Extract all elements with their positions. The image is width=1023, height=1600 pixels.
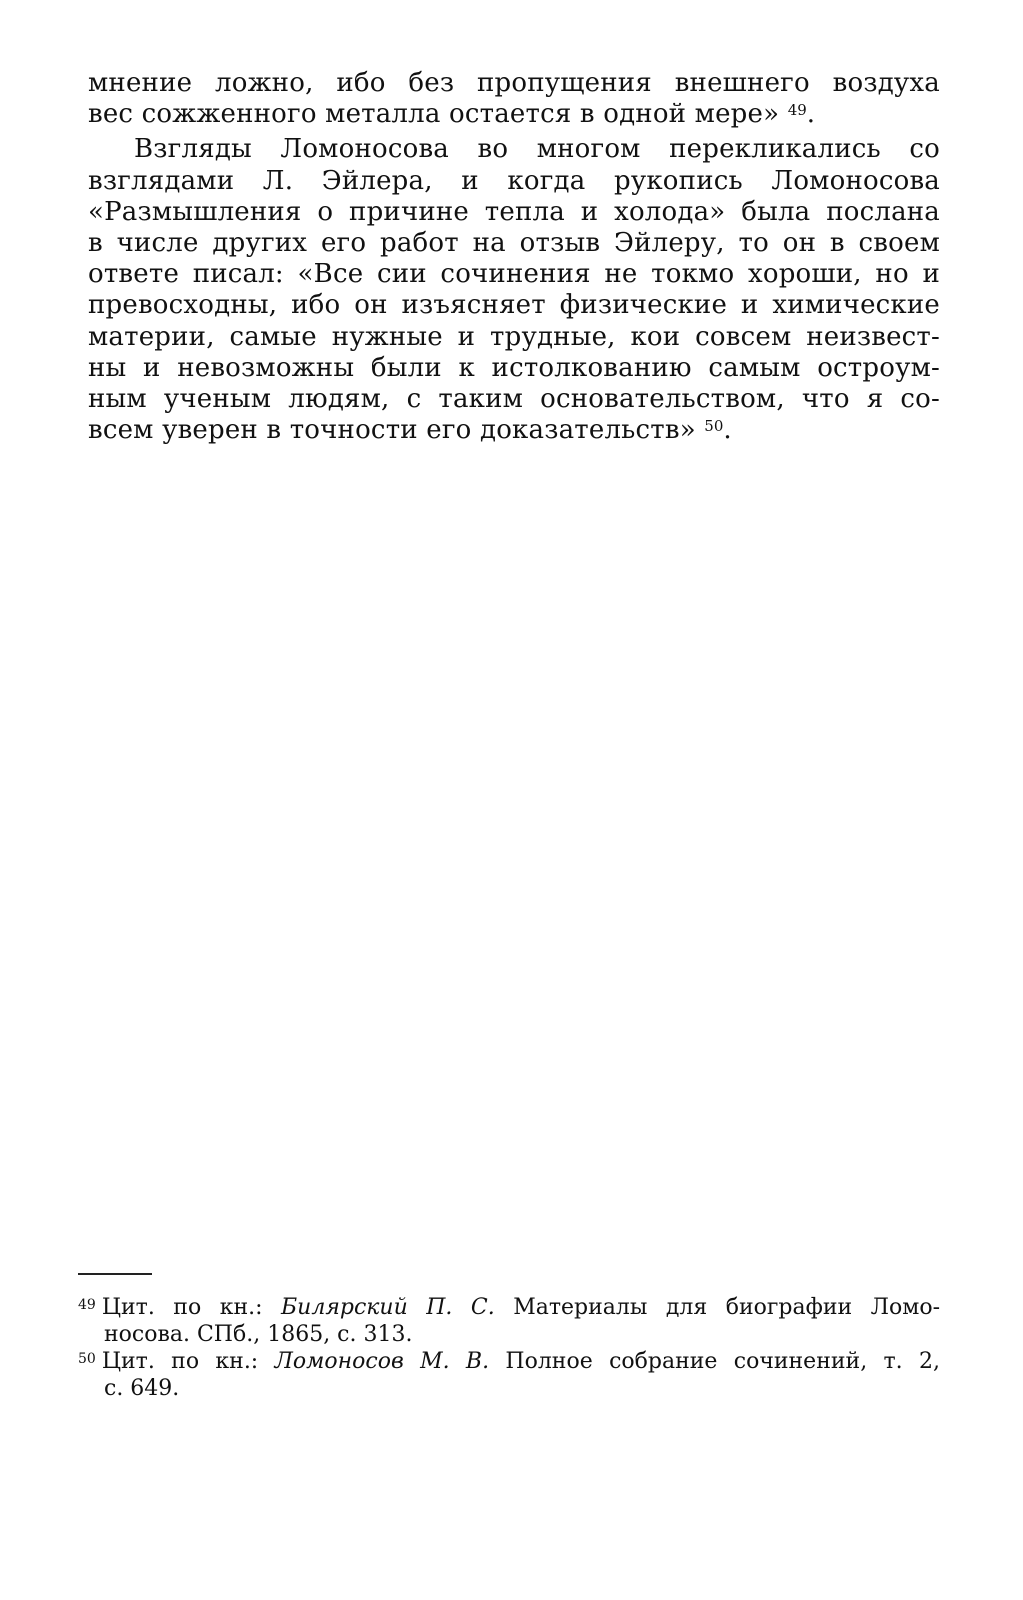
footnote-prefix: Цит. по кн.: [101,1349,275,1374]
footnote-line: носова. СПб., 1865, с. 313. [104,1322,413,1347]
footnote-author: Ломоносов М. В. [274,1349,490,1374]
text-line: в числе других его работ на отзыв Эйлеру, то он в своем [88,227,940,258]
footnote-line [78,1294,940,1321]
text-line: мнение ложно, ибо без пропущения внешнего воздуха [88,68,940,98]
text-line: взглядами Л. Эйлера, и когда рукопись Ломоносова [88,165,940,196]
text-line: ответе писал: «Все сии сочинения не токмо хороши, но и [88,259,940,290]
footnote-title: Полное собрание сочинений, т. 2, [489,1349,940,1374]
text-line [88,99,940,130]
footnote-ref-50[interactable]: 50 [704,417,724,436]
paragraph-2 [88,134,940,446]
text-line: превосходны, ибо он изъясняет физические и химические [88,290,940,321]
text-line: ны и невозможны были к истолкованию самым остроум- [88,352,940,383]
footnotes [78,1294,940,1402]
footnote-author: Билярский П. С. [280,1295,495,1320]
footnote-prefix: Цит. по кн.: [101,1295,281,1320]
text-line: материи, самые нужные и трудные, кои совсем неизвест- [88,321,940,352]
sentence-period: . [723,415,732,446]
footnote-50 [78,1348,940,1402]
text-line [88,415,940,446]
footnote-separator [78,1273,152,1275]
footnote-line: с. 649. [104,1376,180,1401]
sentence-period: . [806,99,816,130]
footnote-ref-49[interactable]: 49 [787,101,807,120]
footnote-title: Материалы для биографии Ломо- [494,1295,941,1320]
footnote-49 [78,1294,940,1348]
text-line-content: всем уверен в точности его доказательств» [88,415,696,446]
main-text [88,68,940,446]
text-line: Взгляды Ломоносова во многом перекликались со [134,134,940,165]
footnote-marker: 49 [78,1297,96,1313]
text-line: ным ученым людям, с таким основательством, что я со- [88,383,940,414]
text-line-content: вес сожженного металла остается в одной мере» [88,99,780,130]
footnote-marker: 50 [78,1351,96,1367]
text-line: «Размышления о причине тепла и холода» была послана [88,196,940,227]
footnote-line [78,1348,940,1375]
